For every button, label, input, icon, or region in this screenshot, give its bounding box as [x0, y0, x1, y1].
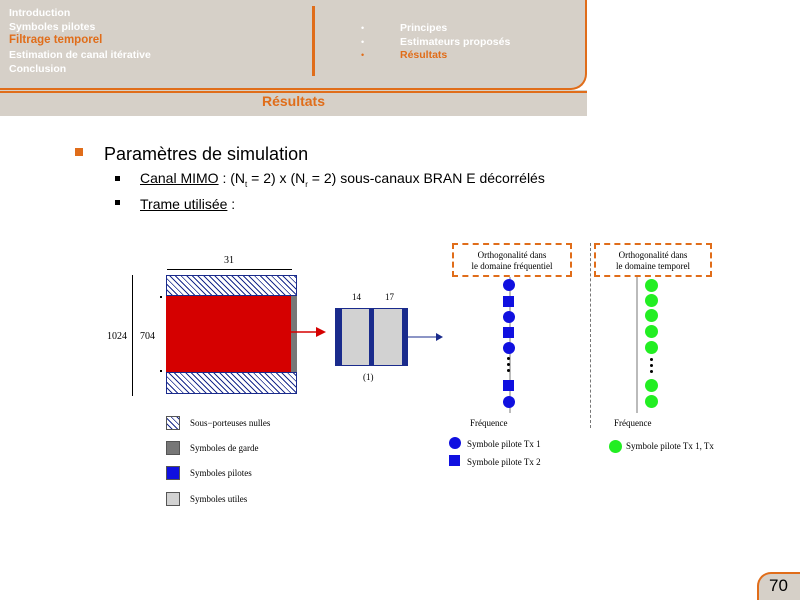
null-subcarriers-bottom [166, 372, 297, 394]
pilot-column [335, 308, 342, 366]
dim-inner-label: 704 [140, 331, 155, 342]
time-orthogonality-line1: Orthogonalité dans [618, 250, 688, 260]
canal-mimo-link[interactable]: Canal MIMO [140, 170, 219, 186]
freq-orthogonality-line2: le domaine fréquentiel [471, 261, 553, 271]
ellipsis-dot [650, 364, 653, 367]
pilot-green-icon [645, 309, 658, 322]
nav-item-estimation-iterative[interactable]: Estimation de canal itérative [9, 49, 151, 61]
legend-useful-label: Symboles utiles [190, 494, 248, 504]
bullet-canal-mimo: Canal MIMO : $(N_t = 2)$ x $(N_r = 2)$ sous-canaux BRAN E décorrélés [140, 170, 545, 189]
time-axis-label: Fréquence [614, 418, 652, 428]
arrow-to-pilots-icon [408, 332, 444, 342]
nav-item-filtrage-temporel[interactable]: Filtrage temporel [9, 34, 103, 46]
legend-tx1-label: Symbole pilote Tx 1 [467, 439, 541, 449]
freq-orthogonality-box [452, 243, 572, 277]
nav-item-resultats[interactable]: Résultats [400, 49, 448, 61]
pilot-green-icon [645, 379, 658, 392]
pilot-tx2-icon [503, 380, 514, 391]
legend-pilot-swatch [166, 466, 180, 480]
nav-bullet-active: • [361, 50, 365, 60]
legend-guard-label: Symboles de garde [190, 443, 259, 453]
nav-item-estimateurs[interactable]: Estimateurs proposés [400, 36, 511, 48]
arrow-to-frame-icon [228, 326, 328, 338]
marker-dot [160, 296, 162, 298]
pilot-tx1-icon [503, 279, 515, 291]
time-orthogonality-box [594, 243, 712, 277]
time-orthogonality-line2: le domaine temporel [616, 261, 690, 271]
sub-bullet-icon [115, 200, 120, 205]
column-separator [590, 243, 591, 428]
bullet-square-icon [75, 148, 83, 156]
legend-useful-swatch [166, 492, 180, 506]
nav-item-introduction[interactable]: Introduction [9, 7, 71, 19]
pilot-green-icon [645, 294, 658, 307]
nav-bullet: • [361, 23, 365, 33]
dim-height-line [132, 275, 133, 396]
pilot-tx1-icon [503, 311, 515, 323]
freq-orthogonality-line1: Orthogonalité dans [477, 250, 547, 260]
pilot-green-icon [645, 395, 658, 408]
pilot-tx1-icon [503, 396, 515, 408]
pilot-tx2-icon [503, 296, 514, 307]
frame-left-label: 14 [352, 292, 361, 302]
pilot-tx2-icon [503, 327, 514, 338]
marker-dot [160, 370, 162, 372]
pilot-green-icon [645, 279, 658, 292]
dim-width-label: 31 [224, 255, 234, 266]
legend-pilot-label: Symboles pilotes [190, 468, 252, 478]
nav-item-symboles-pilotes[interactable]: Symboles pilotes [9, 21, 96, 33]
freq-axis-label: Fréquence [470, 418, 508, 428]
pilot-column [369, 308, 374, 366]
dim-width-line [167, 269, 292, 270]
nav-bullet: • [361, 37, 365, 47]
nav-divider [312, 6, 315, 76]
frame-bottom-label: (1) [363, 372, 374, 382]
nav-item-principes[interactable]: Principes [400, 22, 448, 34]
pilot-green-icon [645, 341, 658, 354]
time-axis-arrow-icon [632, 277, 642, 416]
page-number: 70 [769, 576, 788, 595]
pilot-tx1-icon [503, 342, 515, 354]
section-title: Résultats [261, 93, 326, 109]
legend-null-label: Sous−porteuses nulles [190, 418, 271, 428]
legend-tx2-label: Symbole pilote Tx 2 [467, 457, 541, 467]
pilot-green-icon [645, 325, 658, 338]
legend-green-icon [609, 440, 622, 453]
bullet-trame: Trame utilisée : [140, 196, 236, 212]
legend-tx2-icon [449, 455, 460, 466]
null-subcarriers-top [166, 275, 297, 296]
frame-right-label: 17 [385, 292, 394, 302]
legend-null-swatch [166, 416, 180, 430]
ellipsis-dot [650, 358, 653, 361]
ellipsis-dot [507, 357, 510, 360]
ellipsis-dot [507, 363, 510, 366]
legend-tx1-icon [449, 437, 461, 449]
sub-bullet-icon [115, 176, 120, 181]
dim-height-label: 1024 [107, 331, 127, 342]
ellipsis-dot [507, 369, 510, 372]
ellipsis-dot [650, 370, 653, 373]
bullet-simulation-params: Paramètres de simulation [104, 144, 309, 164]
nav-item-conclusion[interactable]: Conclusion [9, 63, 67, 75]
legend-green-label: Symbole pilote Tx 1, Tx [626, 441, 714, 451]
trame-utilisee-link[interactable]: Trame utilisée [140, 196, 228, 212]
legend-guard-swatch [166, 441, 180, 455]
